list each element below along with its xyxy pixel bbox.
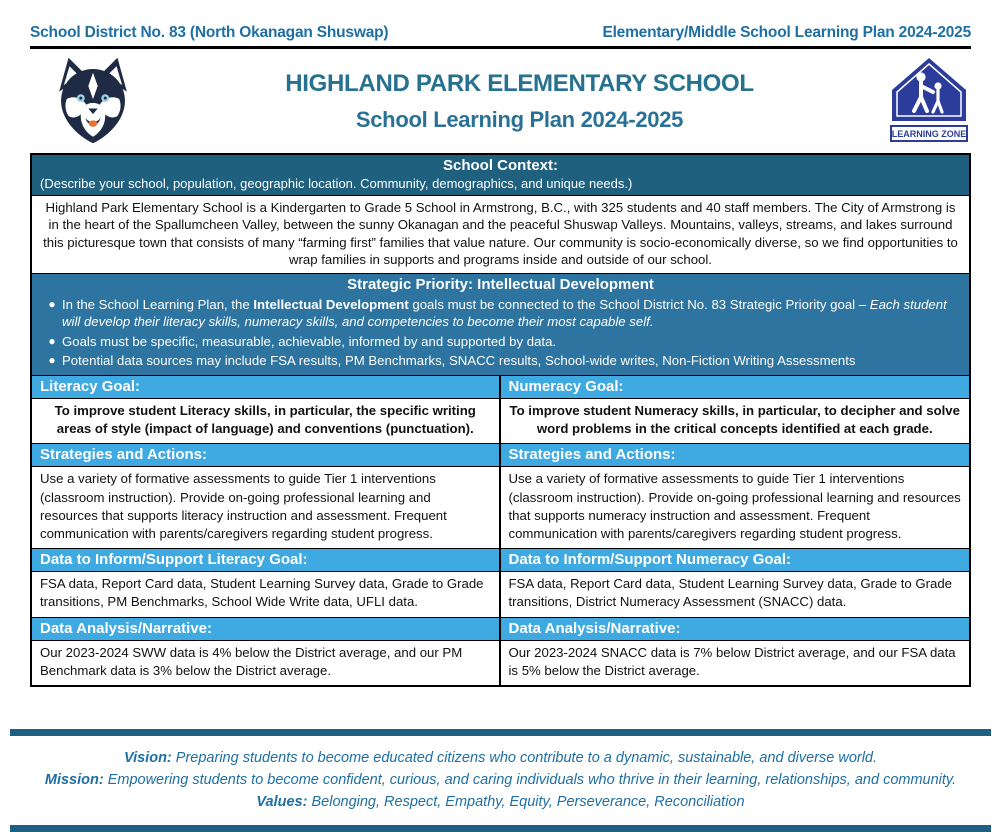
strategic-priority-section xyxy=(32,274,969,375)
values-line: Values: Belonging, Respect, Empathy, Equity, Perseverance, Reconciliation xyxy=(256,794,745,811)
learning-plan-table xyxy=(30,153,971,687)
mission-line: Mission: Empowering students to become confident, curious, and caring individuals who thrive in their learning, relationships, and community. xyxy=(44,772,957,789)
strategic-bullet-1 xyxy=(42,296,959,331)
goals-grid xyxy=(32,375,969,685)
husky-mascot-icon xyxy=(34,54,152,148)
plan-name: Elementary/Middle School Learning Plan 2024-2025 xyxy=(602,24,971,41)
literacy-data-heading: Data to Inform/Support Literacy Goal: xyxy=(32,549,499,572)
numeracy-data-heading: Data to Inform/Support Numeracy Goal: xyxy=(501,549,970,572)
literacy-goal-text: To improve student Literacy skills, in particular, the specific writing areas of style (impact of language) and conventions (punctuation). xyxy=(32,399,499,444)
vision-line: Vision: Preparing students to become educated citizens who contribute to a dynamic, sustainable, and diverse world. xyxy=(123,750,878,767)
learning-zone-sign-icon xyxy=(887,55,971,147)
strategic-bullet-3 xyxy=(42,352,959,370)
literacy-strategies-heading: Strategies and Actions: xyxy=(32,444,499,467)
bullet-icon: ● xyxy=(48,353,56,368)
strategic-bullet-2-text: Goals must be specific, measurable, achievable, informed by and supported by data. xyxy=(62,333,557,349)
literacy-goal-heading: Literacy Goal: xyxy=(32,376,499,399)
title-band xyxy=(0,49,1001,151)
literacy-analysis-heading: Data Analysis/Narrative: xyxy=(32,618,499,641)
numeracy-data-text: FSA data, Report Card data, Student Learning Survey data, Grade to Grade transitions, District Numeracy Assessment (SNACC) data. xyxy=(501,572,970,617)
bullet-icon: ● xyxy=(48,296,56,311)
numeracy-analysis-text: Our 2023-2024 SNACC data is 7% below District average, and our FSA data is 5% below the District average. xyxy=(501,641,970,685)
strategic-bullet-1-text: In the School Learning Plan, the Intellectual Development goals must be connected to the School District No. 83 Strategic Priority goal – Each student will develop their literacy skills, numeracy skills, and competencies to become their most capable self. xyxy=(62,296,947,330)
strategic-priority-heading: Strategic Priority: Intellectual Development xyxy=(347,275,654,293)
numeracy-goal-text: To improve student Numeracy skills, in particular, to decipher and solve word problems in the critical concepts identified at each grade. xyxy=(501,399,970,444)
literacy-analysis-text: Our 2023-2024 SWW data is 4% below the District average, and our PM Benchmark data is 3% below the District average. xyxy=(32,641,499,685)
document-header xyxy=(0,0,1001,46)
numeracy-column xyxy=(501,376,970,685)
vision-mission-values xyxy=(0,736,1001,813)
school-context-subheading: (Describe your school, population, geographic location. Community, demographics, and unique needs.) xyxy=(40,176,633,191)
school-context-header xyxy=(32,155,969,195)
literacy-data-text: FSA data, Report Card data, Student Learning Survey data, Grade to Grade transitions, PM Benchmarks, School Wide Write data, UFLI data. xyxy=(32,572,499,617)
plan-subtitle: School Learning Plan 2024-2025 xyxy=(355,106,684,132)
school-context-body: Highland Park Elementary School is a Kindergarten to Grade 5 School in Armstrong, B.C., with 325 students and 40 staff members. The City of Armstrong is in the heart of the Spallumcheen Valley, between the sunny Okanagan and the peaceful Shuswap Valleys. Mountains, valleys, streams, and lakes surround this picturesque town that consists of many “farming first” families that value nature. Our community is socio-economically diverse, so we find opportunities to wrap families in supports and programs inside and outside of our school. xyxy=(32,195,969,274)
footer-bottom-bar xyxy=(10,825,991,832)
literacy-strategies-text: Use a variety of formative assessments to guide Tier 1 interventions (classroom instruction). Provide on-going professional learning and resources that supports literacy instruction and assessment. Frequent communication with parents/caregivers regarding student progress. xyxy=(32,467,499,549)
numeracy-goal-heading: Numeracy Goal: xyxy=(501,376,970,399)
school-name-title: HIGHLAND PARK ELEMENTARY SCHOOL xyxy=(285,69,754,97)
strategic-bullet-2 xyxy=(42,333,959,351)
bullet-icon: ● xyxy=(48,333,56,348)
numeracy-strategies-heading: Strategies and Actions: xyxy=(501,444,970,467)
literacy-column xyxy=(32,376,501,685)
learning-zone-label: LEARNING ZONE xyxy=(891,129,967,139)
footer-top-bar xyxy=(10,729,991,736)
school-context-heading: School Context: xyxy=(443,157,558,174)
district-name: School District No. 83 (North Okanagan Shuswap) xyxy=(30,24,389,41)
school-title-block xyxy=(152,70,887,133)
numeracy-strategies-text: Use a variety of formative assessments to guide Tier 1 interventions (classroom instruction). Provide on-going professional learning and resources that supports numeracy instruction and assessment. Frequent communication with parents/caregivers regarding student progress. xyxy=(501,467,970,549)
numeracy-analysis-heading: Data Analysis/Narrative: xyxy=(501,618,970,641)
strategic-bullet-3-text: Potential data sources may include FSA results, PM Benchmarks, SNACC results, School-wide writes, Non-Fiction Writing Assessments xyxy=(62,353,856,369)
